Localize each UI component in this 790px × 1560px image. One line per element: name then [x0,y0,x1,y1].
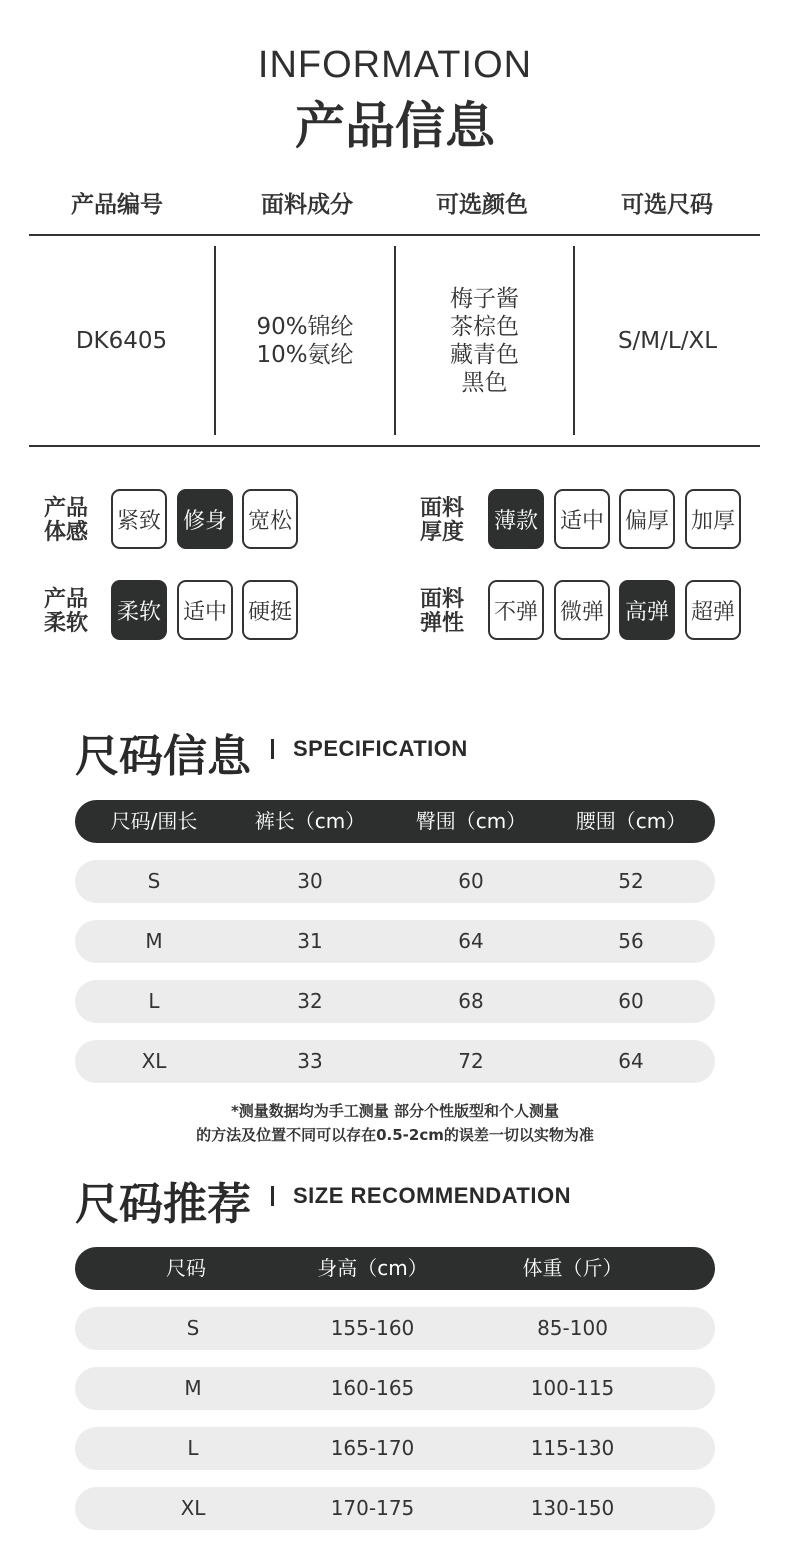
table-cell: 30 [297,869,323,893]
chip-softness-soft: 柔软 [111,580,167,640]
table-cell: 165-170 [330,1436,415,1460]
chip-softness-medium: 适中 [177,580,233,640]
table-cell: L [187,1436,199,1460]
color-option: 梅子酱 [450,285,519,312]
table-cell: 52 [618,869,644,893]
attr-label-line: 产品 [44,587,89,612]
recommend-header-cell: 尺码 [166,1256,206,1280]
table-cell: M [184,1376,202,1400]
chip-elasticity-super: 超弹 [685,580,741,640]
product-code-value: DK6405 [75,327,168,354]
color-option: 黑色 [461,369,508,396]
table-cell: 33 [297,1049,323,1073]
table-row [75,1307,715,1350]
spec-header-cell: 臀围（cm） [415,809,527,833]
color-option: 藏青色 [450,341,519,368]
table-cell: 60 [458,869,484,893]
measurement-note: 的方法及位置不同可以存在0.5-2cm的误差一切以实物为准 [196,1126,594,1144]
divider-top [29,234,760,236]
table-row [75,860,715,903]
table-cell: 64 [458,929,484,953]
table-cell: 160-165 [330,1376,415,1400]
table-row [75,1367,715,1410]
table-cell: 155-160 [330,1316,415,1340]
table-row [75,1427,715,1470]
chip-fit-tight: 紧致 [111,489,167,549]
chip-elasticity-slight: 微弹 [554,580,610,640]
table-cell: S [147,869,161,893]
table-cell: 68 [458,989,484,1013]
recommend-header-cell: 体重（斤） [522,1256,623,1280]
chip-thickness-thin: 薄款 [488,489,544,549]
table-cell: XL [180,1496,206,1520]
attr-label-thickness [420,497,470,545]
chip-fit-loose: 宽松 [242,489,298,549]
chip-thickness-thick: 偏厚 [619,489,675,549]
table-row [75,920,715,963]
recommend-title-en: SIZE RECOMMENDATION [293,1183,571,1208]
table-cell: 130-150 [530,1496,615,1520]
fabric-composition [216,246,394,435]
attr-label-softness [44,588,94,636]
table-cell: 60 [618,989,644,1013]
recommend-title-cn: 尺码推荐 [75,1179,251,1230]
table-cell: M [145,929,163,953]
info-header-fabric: 面料成分 [261,192,353,218]
divider-bottom [29,445,760,447]
table-cell: L [148,989,160,1013]
table-cell: 31 [297,929,323,953]
table-row [75,1040,715,1083]
spec-header-cell: 裤长（cm） [254,809,366,833]
recommend-table-header [75,1247,715,1290]
page-title-en: INFORMATION [257,44,533,86]
measurement-note: *测量数据均为手工测量 部分个性版型和个人测量 [230,1102,560,1120]
table-row [75,1487,715,1530]
page-title-cn: 产品信息 [295,97,495,155]
table-cell: S [186,1316,200,1340]
size-options [575,246,760,435]
table-cell: XL [141,1049,167,1073]
chip-elasticity-none: 不弹 [488,580,544,640]
spec-title-cn: 尺码信息 [75,731,251,782]
attr-label-line: 面料 [420,496,465,521]
table-cell: 72 [458,1049,484,1073]
attr-label-line: 厚度 [420,520,465,545]
info-header-code: 产品编号 [71,192,163,218]
size-options-value: S/M/L/XL [617,327,718,354]
info-header-sizes: 可选尺码 [621,192,713,218]
chip-softness-stiff: 硬挺 [242,580,298,640]
table-cell: 170-175 [330,1496,415,1520]
table-cell: 64 [618,1049,644,1073]
fabric-line: 10%氨纶 [256,341,354,368]
info-header-colors: 可选颜色 [436,192,528,218]
spec-header-cell: 尺码/围长 [110,809,198,833]
table-cell: 115-130 [530,1436,615,1460]
chip-fit-slim: 修身 [177,489,233,549]
table-cell: 32 [297,989,323,1013]
table-cell: 85-100 [537,1316,608,1340]
attr-label-line: 柔软 [44,611,89,636]
table-cell: 56 [618,929,644,953]
section-divider [271,1186,274,1206]
chip-thickness-medium: 适中 [554,489,610,549]
spec-table-header [75,800,715,843]
attr-label-line: 体感 [44,520,89,545]
spec-title-en: SPECIFICATION [293,736,468,761]
attr-label-line: 产品 [44,496,89,521]
attr-label-line: 面料 [420,587,465,612]
section-divider [271,739,274,759]
color-options [396,246,573,435]
fabric-line: 90%锦纶 [256,313,354,340]
attr-label-line: 弹性 [420,611,465,636]
table-row [75,980,715,1023]
color-option: 茶棕色 [450,313,519,340]
product-code [29,246,214,435]
spec-header-cell: 腰围（cm） [575,809,687,833]
recommend-header-cell: 身高（cm） [317,1256,428,1280]
attr-label-elasticity [420,588,470,636]
chip-elasticity-high: 高弹 [619,580,675,640]
attr-label-fit [44,497,94,545]
table-cell: 100-115 [530,1376,615,1400]
chip-thickness-extra: 加厚 [685,489,741,549]
